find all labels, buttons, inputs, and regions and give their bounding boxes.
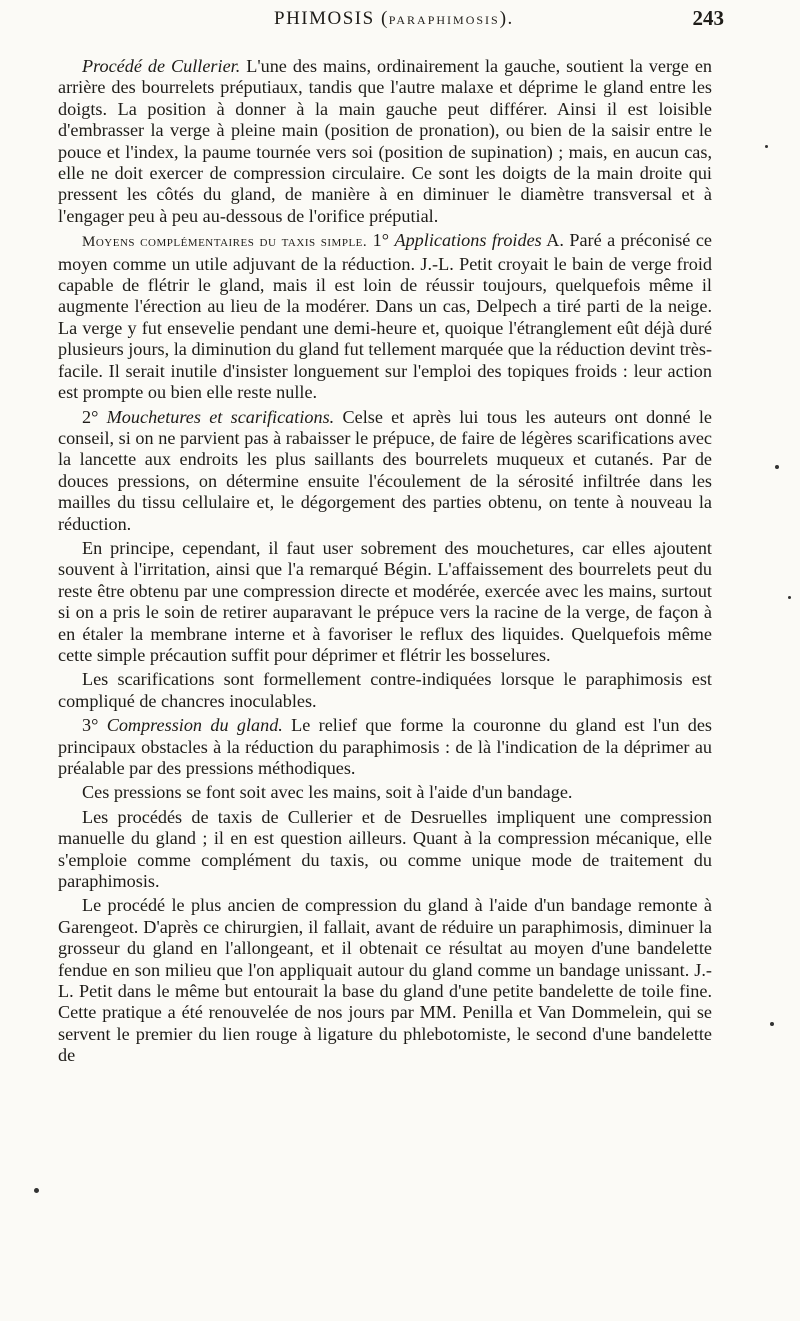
scan-speck: [775, 465, 779, 469]
scan-speck: [765, 145, 768, 148]
paragraph-cullerier: [58, 56, 712, 227]
scan-speck: [34, 1188, 39, 1193]
body-text: [58, 56, 712, 1070]
paragraph-text: Le procédé le plus ancien de compression du gland à l'aide d'un bandage remonte à Garengeot. D'après ce chirurgien, il fallait, avant de réduire un paraphimosis, diminuer la grosseur du gland en l'allongeant, et il obtenait ce résultat au moyen d'une bandelette fendue en son milieu que l'on appliquait autour du gland comme un bandage unissant. J.-L. Petit dans le même but entourait la base du gland d'une petite bandelette de toile fine. Cette pratique a été renouvelée de nos jours par MM. Penilla et Van Dommelein, qui se servent le premier du lien rouge à ligature du phlebotomiste, le second d'une bandelette de: [58, 895, 712, 1066]
section-heading: Moyens complémentaires du taxis simple.: [82, 234, 368, 251]
scan-speck: [788, 596, 791, 599]
paragraph-text: A. Paré a préconisé ce moyen comme un utile adjuvant de la réduction. J.-L. Petit croyait le bain de verge froid capable de flétrir le gland, mais il est loin de réussir toujours, quelquefois même il augmente l'érection au lieu de la modérer. Dans un cas, Delpech a tiré parti de la neige. La verge y fut ensevelie pendant une demi-heure et, quoique l'étranglement eût déjà duré plusieurs jours, la diminution du gland fut tellement marquée que la réduction devint très-facile. Il serait inutile d'insister longuement sur l'emploi des topiques froids : leur action est prompte ou bien elle reste nulle.: [58, 230, 712, 403]
paragraph-lead: Procédé de Cullerier.: [82, 56, 241, 76]
item-number: 1°: [367, 230, 395, 251]
paragraph-lead: Applications froides: [394, 230, 542, 251]
item-number: 2°: [82, 406, 107, 427]
paragraph-text: Le relief que forme la couronne du gland est l'un des principaux obstacles à la réduction du paraphimosis : de là l'indication de la déprimer au préalable par des pressions méthodiques.: [58, 715, 712, 778]
page-number: 243: [692, 6, 724, 30]
paragraph-text: Les scarifications sont formellement contre-indiquées lorsque le paraphimosis est compliqué de chancres inoculables.: [58, 669, 712, 711]
item-number: 3°: [82, 715, 107, 736]
paragraph-text: En principe, cependant, il faut user sobrement des mouchetures, car elles ajoutent souvent à l'irritation, ainsi que l'a remarqué Bégin. L'affaissement des bourrelets peut du reste être obtenu par une compression directe et modérée, exercée avec les mains, surtout si on a pris le soin de retirer auparavant le prépuce vers la racine de la verge, de façon à en étaler la membrane interne et à favoriser le reflux des liquides. Quelquefois même cette simple précaution suffit pour déprimer et flétrir les bosselures.: [58, 537, 712, 665]
paragraph-garengeot: [58, 895, 712, 1066]
paragraph-text: L'une des mains, ordinairement la gauche, soutient la verge en arrière des bourrelets préputiaux, tandis que l'autre malaxe et déprime le gland entre les doigts. La position à donner à la main gauche peut différer. Ainsi il est loisible d'embrasser la verge à pleine main (position de pronation), ou bien de la saisir entre le pouce et l'index, la paume tournée vers soi (position de supination) ; mais, en aucun cas, elle ne doit exercer de compression circulaire. Ce sont les doigts de la main droite qui pressent les côtés du gland, de manière à en diminuer le diamètre transversal et à l'engager peu à peu au-dessous de l'orifice préputial.: [58, 56, 712, 226]
paragraph-principe: [58, 538, 712, 666]
paragraph-applications-froides: [58, 230, 712, 403]
paragraph-text: Les procédés de taxis de Cullerier et de Desruelles impliquent une compression manuelle du gland ; il en est question ailleurs. Quant à la compression mécanique, elle s'emploie comme complément du taxis, ou comme unique mode de traitement du paraphimosis.: [58, 806, 712, 892]
paragraph-text: Celse et après lui tous les auteurs ont donné le conseil, si on ne parvient pas à rabaisser le prépuce, de faire de légères scarifications avec la lancette aux endroits les plus saillants des bourrelets muqueux et cutanés. Par de douces pressions, on détermine ensuite l'écoulement de la sérosité infiltrée dans les mailles du tissu cellulaire et, le dégorgement des parties obtenu, on tente à nouveau la réduction.: [58, 406, 713, 534]
paragraph-compression-gland: [58, 715, 712, 779]
paragraph-text: Ces pressions se font soit avec les mains, soit à l'aide d'un bandage.: [82, 782, 573, 803]
running-title: PHIMOSIS (PARAPHIMOSIS).: [274, 8, 514, 29]
paragraph-pressions: [58, 782, 712, 803]
scan-speck: [770, 1022, 774, 1026]
paragraph-lead: Compression du gland.: [106, 715, 283, 736]
paragraph-procedes-taxis: [58, 807, 712, 893]
paragraph-mouchetures: [58, 407, 712, 535]
paragraph-contre-indications: [58, 669, 712, 712]
paragraph-lead: Mouchetures et scarifications.: [106, 406, 335, 427]
running-header: [84, 2, 724, 46]
